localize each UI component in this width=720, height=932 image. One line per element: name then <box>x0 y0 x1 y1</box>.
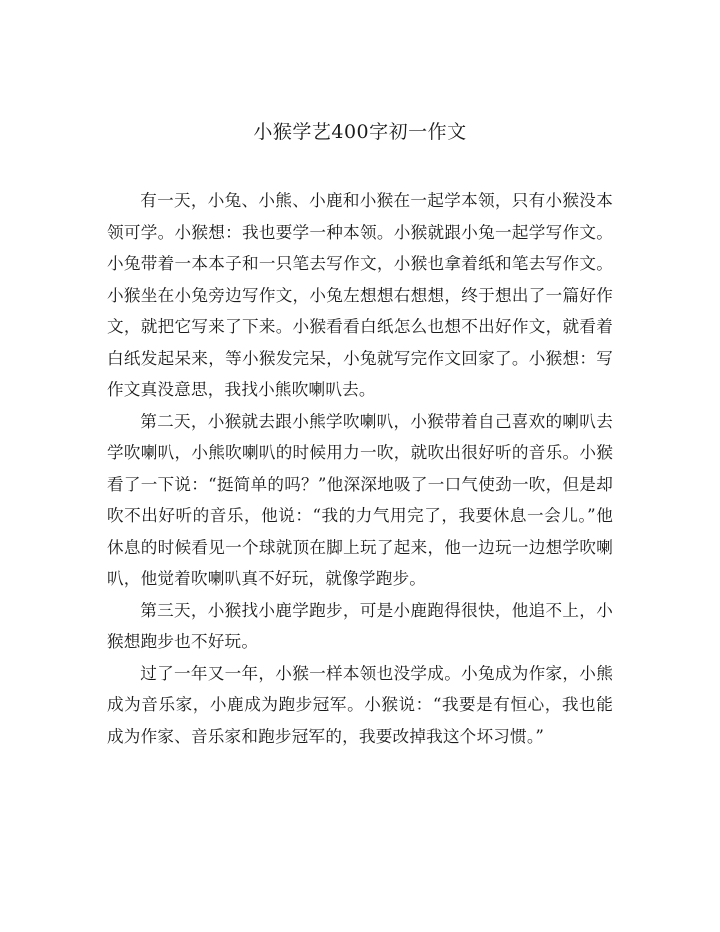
paragraph-3: 第三天，小猴找小鹿学跑步，可是小鹿跑得很快，他追不上，小猴想跑步也不好玩。 <box>107 600 613 651</box>
page-title: 小猴学艺400字初一作文 <box>253 121 467 143</box>
paragraph-1: 有一天，小兔、小熊、小鹿和小猴在一起学本领，只有小猴没本领可学。小猴想：我也要学一种本领。小猴就跟小兔一起学写作文。小兔带着一本本子和一只笔去写作文，小猴也拿着纸和笔去写作文。小猴坐在小兔旁边写作文，小兔左想想右想想，终于想出了一篇好作文，就把它写来了下来。小猴看看白纸怎么也想不出好作文，就看着白纸发起呆来，等小猴发完呆，小兔就写完作文回家了。小猴想：写作文真没意思，我找小熊吹喇叭去。 <box>107 191 613 399</box>
paragraph-4: 过了一年又一年，小猴一样本领也没学成。小兔成为作家，小熊成为音乐家，小鹿成为跑步冠军。小猴说：“我要是有恒心，我也能成为作家、音乐家和跑步冠军的，我要改掉我这个坏习惯。” <box>107 663 613 746</box>
paragraph-2: 第二天，小猴就去跟小熊学吹喇叭，小猴带着自己喜欢的喇叭去学吹喇叭，小熊吹喇叭的时候用力一吹，就吹出很好听的音乐。小猴看了一下说：“挺简单的吗？”他深深地吸了一口气使劲一吹，但是却吹不出好听的音乐，他说：“我的力气用完了，我要休息一会儿。”他休息的时候看见一个球就顶在脚上玩了起来，他一边玩一边想学吹喇叭，他觉着吹喇叭真不好玩，就像学跑步。 <box>107 411 613 588</box>
essay-body <box>107 185 613 752</box>
